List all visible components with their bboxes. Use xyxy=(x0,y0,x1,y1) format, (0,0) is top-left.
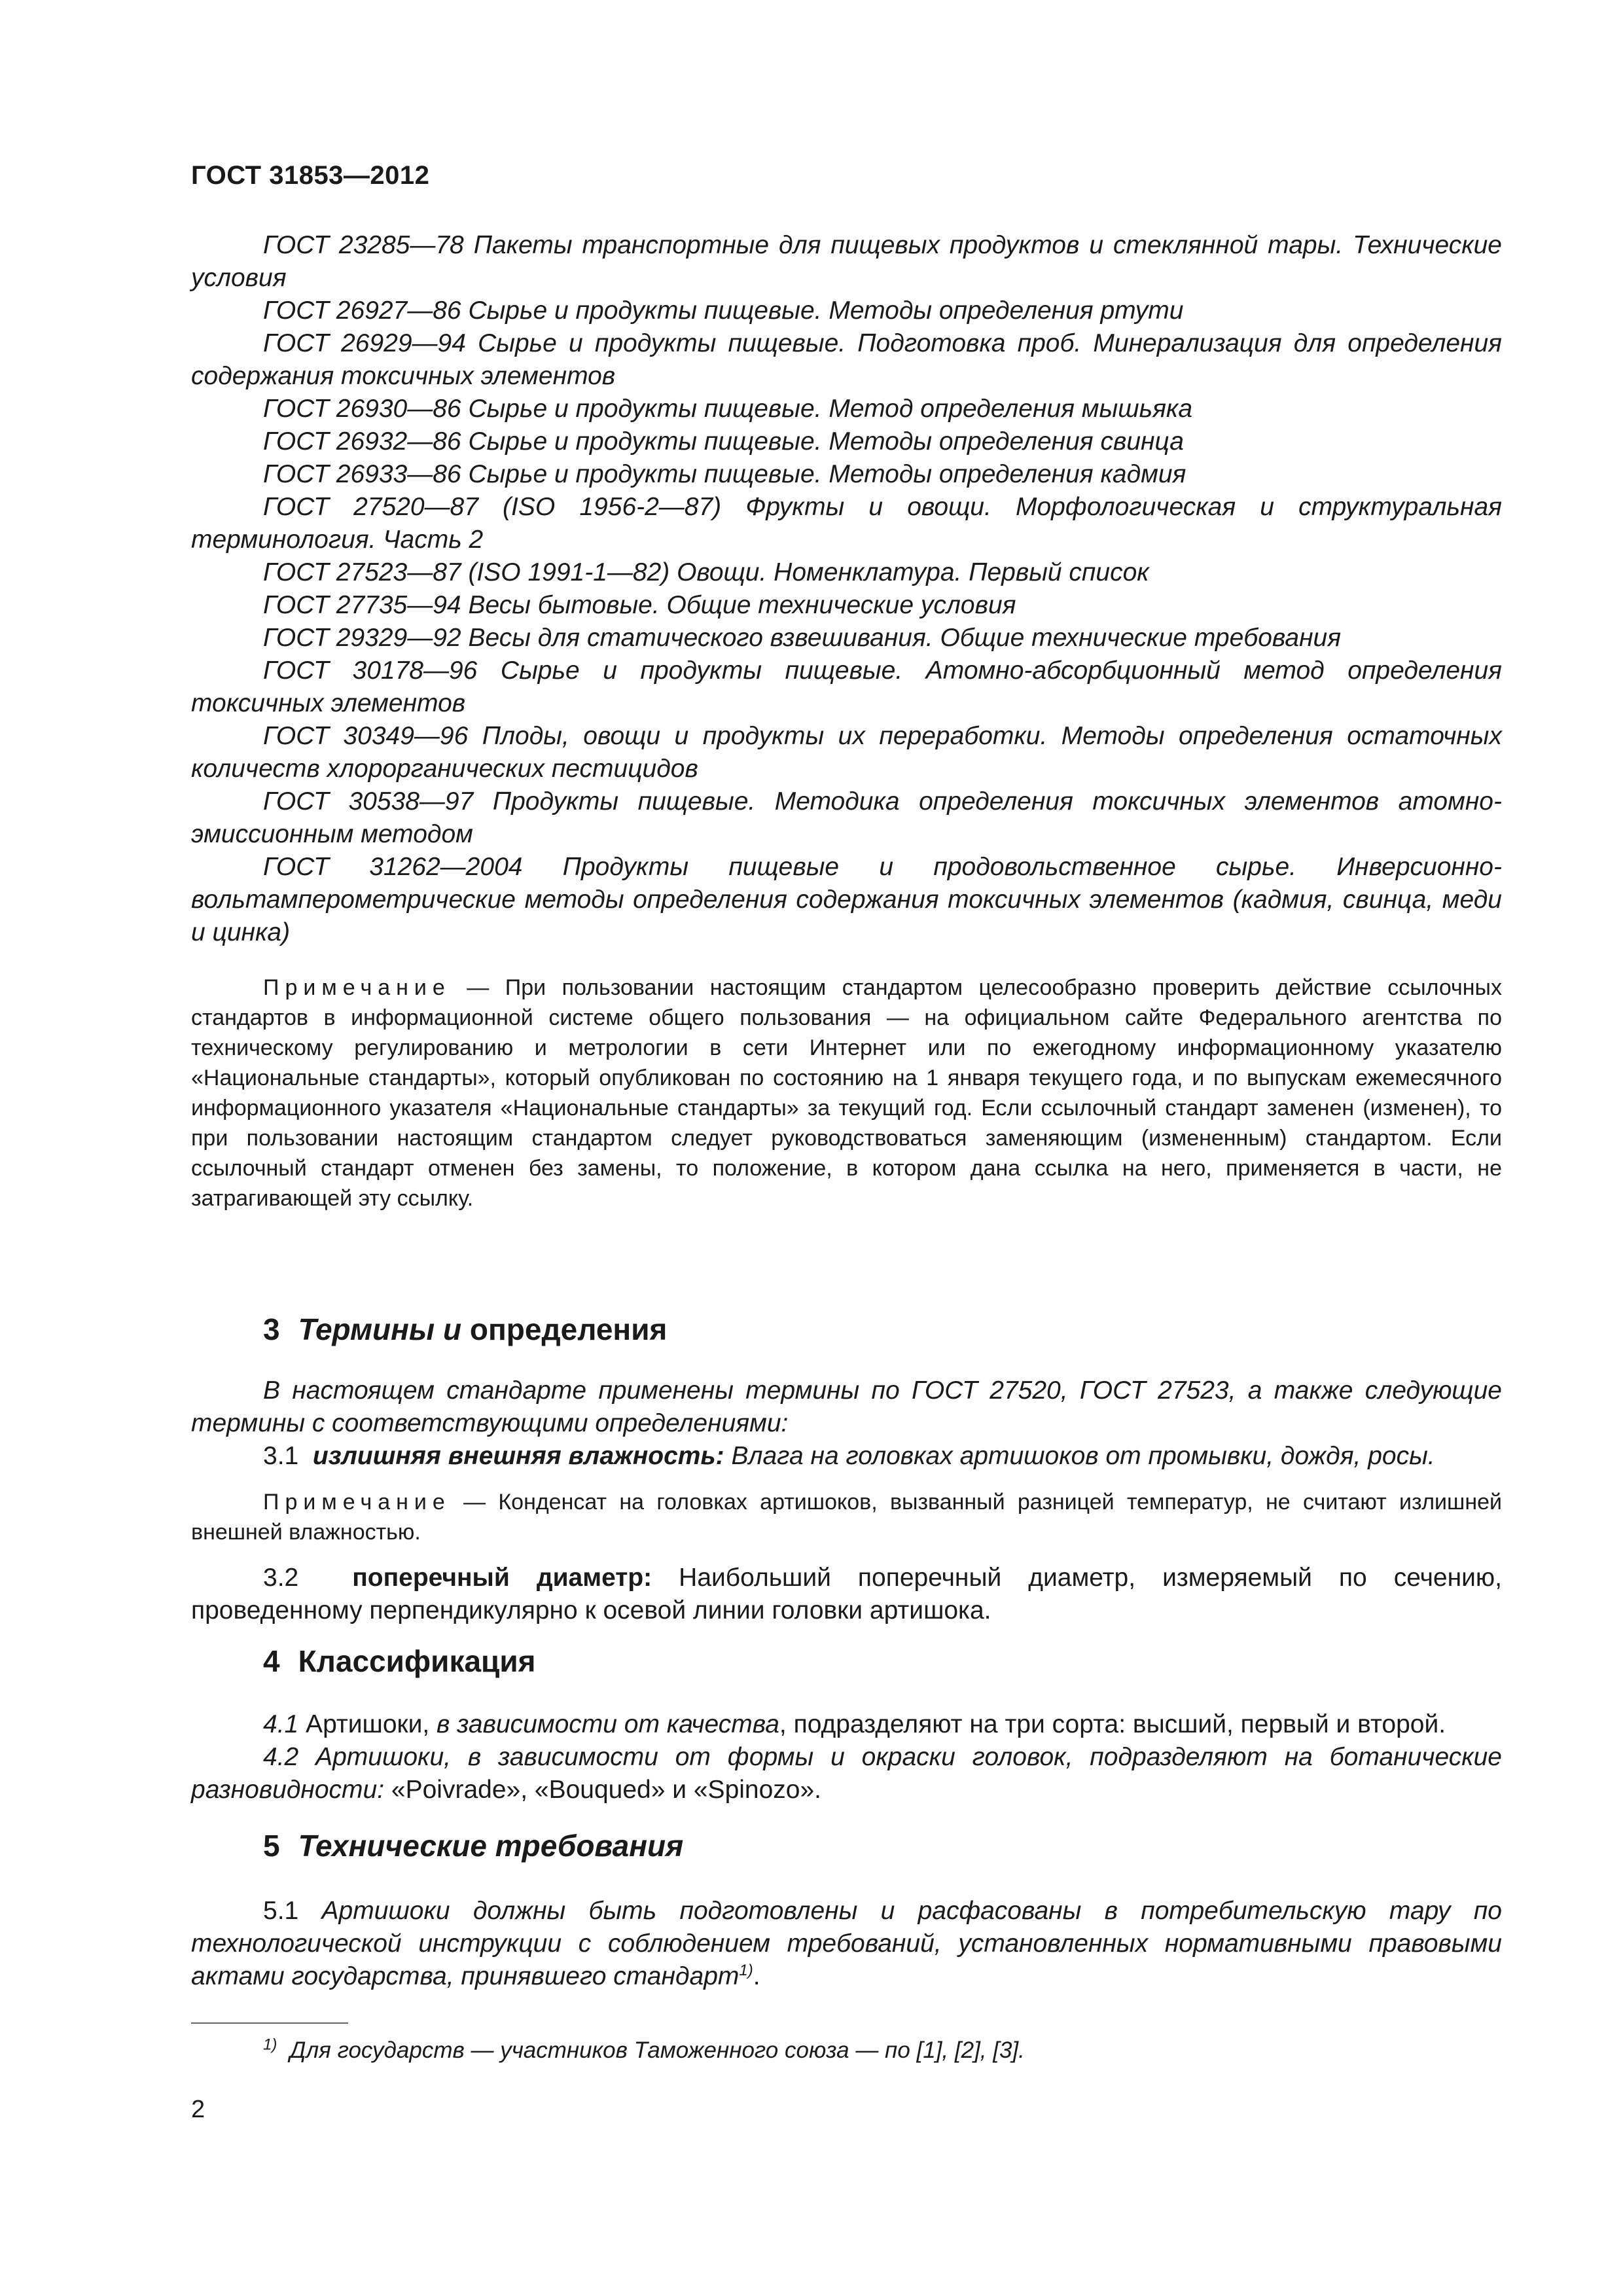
term-3-1-note xyxy=(191,1487,1502,1547)
section-5-heading xyxy=(263,1827,683,1864)
note-text: — Конденсат на головках артишоков, вызванный разницей температур, не считают излишней внешней влажностью. xyxy=(191,1490,1502,1545)
footnote-text: Для государств — участников Таможенного союза — по [1], [2], [3]. xyxy=(289,2037,1025,2063)
term-definition: Влага на головках артишоков от промывки, дождя, росы. xyxy=(724,1442,1435,1470)
note-text: — При пользовании настоящим стандартом целесообразно проверить действие ссылочных стандартов в информационной системе общего пользования — на официальном сайте Федерального агентства по техническому регулированию и метрологии в сети Интернет или по ежегодному информационному указателю «Национальные стандарты», который опубликован по состоянию на 1 января текущего года, и по выпускам ежемесячного информационного указателя «Национальные стандарты» за текущий год. Если ссылочный стандарт заменен (изменен), то при пользовании настоящим стандартом следует руководствоваться заменяющим (измененным) стандартом. Если ссылочный стандарт отменен без замены, то положение, в котором дана ссылка на него, применяется в части, не затрагивающей эту ссылку. xyxy=(191,975,1502,1211)
term-number: 3.1 xyxy=(263,1442,299,1470)
references-note xyxy=(191,973,1502,1213)
footnote-divider xyxy=(191,2022,348,2024)
doc-header: ГОСТ 31853—2012 xyxy=(191,161,430,190)
note-label: Примечание xyxy=(263,975,451,1000)
section-3-body xyxy=(191,1374,1502,1627)
reference-item: ГОСТ 26933—86 Сырье и продукты пищевые. Методы определения кадмия xyxy=(263,460,1186,488)
section-title-italic: Термины и xyxy=(298,1312,462,1346)
normative-references-list xyxy=(191,229,1502,949)
section-4-body xyxy=(191,1708,1502,1806)
clause-number: 5.1 xyxy=(263,1897,299,1925)
reference-item: ГОСТ 27520—87 (ISO 1956-2—87) Фрукты и овощи. Морфологическая и структуральная терминология. Часть 2 xyxy=(191,493,1502,554)
section-title: Технические требования xyxy=(298,1829,684,1863)
clause-5-1 xyxy=(191,1895,1502,1993)
reference-item: ГОСТ 30178—96 Сырье и продукты пищевые. Атомно-абсорбционный метод определения токсичных элементов xyxy=(191,656,1502,717)
section-number: 4 xyxy=(263,1644,280,1678)
clause-4-2 xyxy=(191,1741,1502,1806)
clause-number: 4.1 xyxy=(263,1710,299,1738)
section-5-body xyxy=(191,1895,1502,1993)
term-name: излишняя внешняя влажность: xyxy=(312,1442,724,1470)
section-number: 3 xyxy=(263,1312,280,1346)
section-3-intro: В настоящем стандарте применены термины по ГОСТ 27520, ГОСТ 27523, а также следующие термины с соответствующими определениями: xyxy=(191,1376,1502,1437)
clause-text: Артишоки, xyxy=(298,1710,437,1738)
clause-text: , подразделяют на три сорта: высший, первый и второй. xyxy=(779,1710,1446,1738)
note-label: Примечание xyxy=(263,1490,451,1515)
section-3-heading xyxy=(263,1311,667,1348)
reference-item: ГОСТ 26930—86 Сырье и продукты пищевые. Метод определения мышьяка xyxy=(263,395,1193,423)
reference-item: ГОСТ 26932—86 Сырье и продукты пищевые. Методы определения свинца xyxy=(263,427,1184,456)
section-number: 5 xyxy=(263,1829,280,1863)
section-4-heading xyxy=(263,1643,535,1679)
reference-item: ГОСТ 26929—94 Сырье и продукты пищевые. Подготовка проб. Минерализация для определения содержания токсичных элементов xyxy=(191,329,1502,390)
footnote-ref[interactable]: 1) xyxy=(739,1962,753,1979)
clause-end: . xyxy=(753,1962,760,1990)
footnote-mark: 1) xyxy=(263,2036,277,2054)
clause-text: «Poivrade», «Bouqued» и «Spinozo». xyxy=(391,1776,822,1804)
reference-item: ГОСТ 30349—96 Плоды, овощи и продукты их переработки. Методы определения остаточных количеств хлорорганических пестицидов xyxy=(191,722,1502,783)
reference-item: ГОСТ 27523—87 (ISO 1991-1—82) Овощи. Номенклатура. Первый список xyxy=(263,558,1149,586)
term-3-1 xyxy=(191,1440,1502,1473)
reference-item: ГОСТ 31262—2004 Продукты пищевые и продовольственное сырье. Инверсионно-вольтамперометрические методы определения содержания токсичных элементов (кадмия, свинца, меди и цинка) xyxy=(191,853,1502,946)
term-name: поперечный диаметр: xyxy=(352,1564,652,1592)
term-number: 3.2 xyxy=(263,1564,299,1592)
section-title: Классификация xyxy=(298,1644,536,1678)
clause-4-1 xyxy=(191,1708,1502,1741)
reference-item: ГОСТ 30538—97 Продукты пищевые. Методика определения токсичных элементов атомно-эмиссионным методом xyxy=(191,787,1502,848)
clause-text-italic: Артишоки должны быть подготовлены и расфасованы в потребительскую тару по технологической инструкции с соблюдением требований, установленных нормативными правовыми актами государства, принявшего стандарт xyxy=(191,1897,1502,1990)
reference-item: ГОСТ 27735—94 Весы бытовые. Общие технические условия xyxy=(263,591,1016,619)
document-page xyxy=(191,0,1502,2296)
reference-item: ГОСТ 29329—92 Весы для статического взвешивания. Общие технические требования xyxy=(263,624,1342,652)
reference-item: ГОСТ 23285—78 Пакеты транспортные для пищевых продуктов и стеклянной тары. Технические условия xyxy=(191,231,1502,292)
reference-item: ГОСТ 26927—86 Сырье и продукты пищевые. Методы определения ртути xyxy=(263,296,1184,325)
clause-text-italic: в зависимости от качества xyxy=(437,1710,779,1738)
page-number: 2 xyxy=(191,2096,205,2123)
footnote xyxy=(263,2036,1025,2066)
section-title-rest: определения xyxy=(461,1312,668,1346)
clause-text-italic: Артишоки, в зависимости от формы и окраски головок, подразделяют на ботанические разновидности: xyxy=(191,1743,1502,1804)
term-3-2 xyxy=(191,1562,1502,1627)
clause-number: 4.2 xyxy=(263,1743,299,1771)
term-definition: Наибольший поперечный диаметр, измеряемый по сечению, проведенному перпендикулярно к осевой линии головки артишока. xyxy=(191,1564,1503,1624)
